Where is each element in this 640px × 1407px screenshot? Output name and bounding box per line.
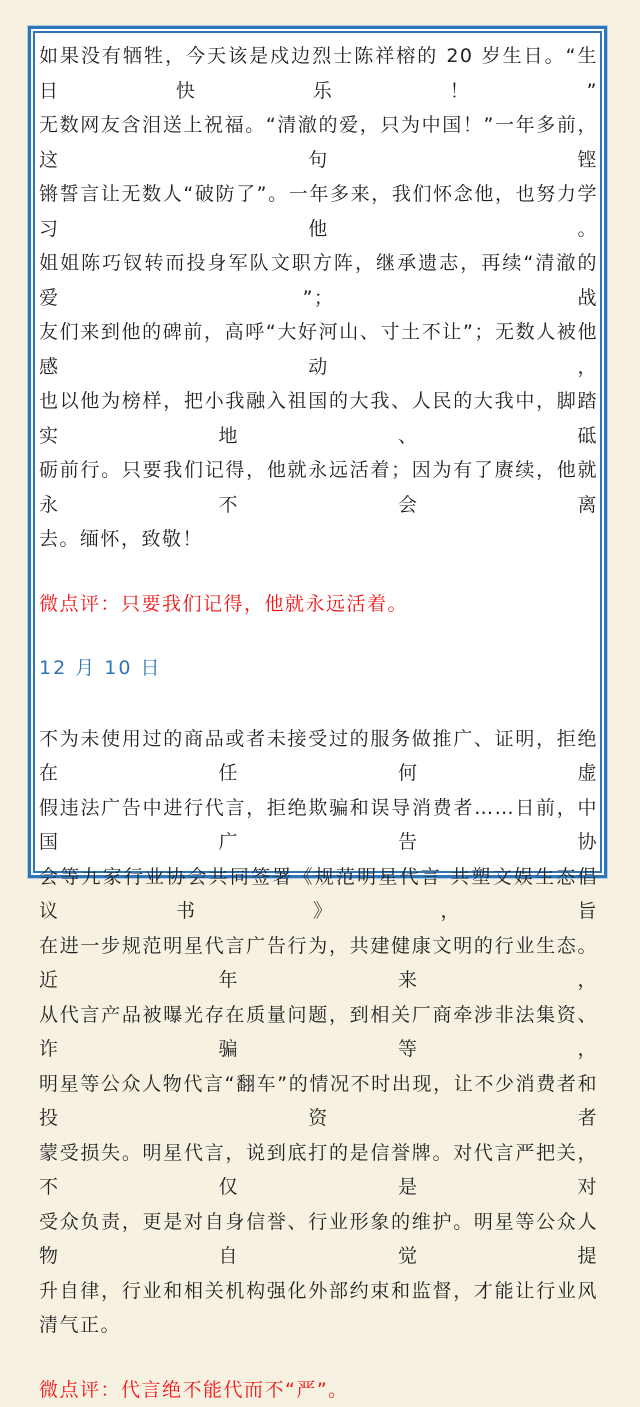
text-line: 在进一步规范明星代言广告行为，共建健康文明的行业生态。近年来， <box>39 929 598 998</box>
text-line: 去。缅怀，致敬！ <box>39 522 598 557</box>
entry-2-body <box>39 722 598 1343</box>
document-frame-inner <box>33 31 602 873</box>
text-line: 假违法广告中进行代言，拒绝欺骗和误导消费者……日前，中国广告协 <box>39 791 598 860</box>
entry-1-comment: 微点评：只要我们记得，他就永远活着。 <box>39 587 598 622</box>
text-line: 受众负责，更是对自身信誉、行业形象的维护。明星等公众人物自觉提 <box>39 1205 598 1274</box>
document-frame <box>28 26 607 878</box>
document-content <box>35 33 600 1407</box>
text-line: 不为未使用过的商品或者未接受过的服务做推广、证明，拒绝在任何虚 <box>39 722 598 791</box>
entry-1-body <box>39 39 598 557</box>
text-line: 会等九家行业协会共同签署《规范明星代言 共塑文娱生态倡议书》，旨 <box>39 860 598 929</box>
text-line: 蒙受损失。明星代言，说到底打的是信誉牌。对代言严把关，不仅是对 <box>39 1136 598 1205</box>
text-line: 无数网友含泪送上祝福。“清澈的爱，只为中国！”一年多前，这句铿 <box>39 108 598 177</box>
text-line: 友们来到他的碑前，高呼“大好河山、寸土不让”；无数人被他感动， <box>39 315 598 384</box>
text-line: 姐姐陈巧钗转而投身军队文职方阵，继承遗志，再续“清澈的爱”；战 <box>39 246 598 315</box>
entry-2-date: 12 月 10 日 <box>39 651 598 686</box>
text-line: 升自律，行业和相关机构强化外部约束和监督，才能让行业风清气正。 <box>39 1274 598 1343</box>
text-line: 砺前行。只要我们记得，他就永远活着；因为有了赓续，他就永不会离 <box>39 453 598 522</box>
entry-2-comment: 微点评：代言绝不能代而不“严”。 <box>39 1373 598 1407</box>
text-line: 明星等公众人物代言“翻车”的情况不时出现，让不少消费者和投资者 <box>39 1067 598 1136</box>
text-line: 从代言产品被曝光存在质量问题，到相关厂商牵涉非法集资、诈骗等， <box>39 998 598 1067</box>
text-line: 如果没有牺牲，今天该是戍边烈士陈祥榕的 20 岁生日。“生日快乐！” <box>39 39 598 108</box>
text-line: 锵誓言让无数人“破防了”。一年多来，我们怀念他，也努力学习他。 <box>39 177 598 246</box>
text-line: 也以他为榜样，把小我融入祖国的大我、人民的大我中，脚踏实地、砥 <box>39 384 598 453</box>
